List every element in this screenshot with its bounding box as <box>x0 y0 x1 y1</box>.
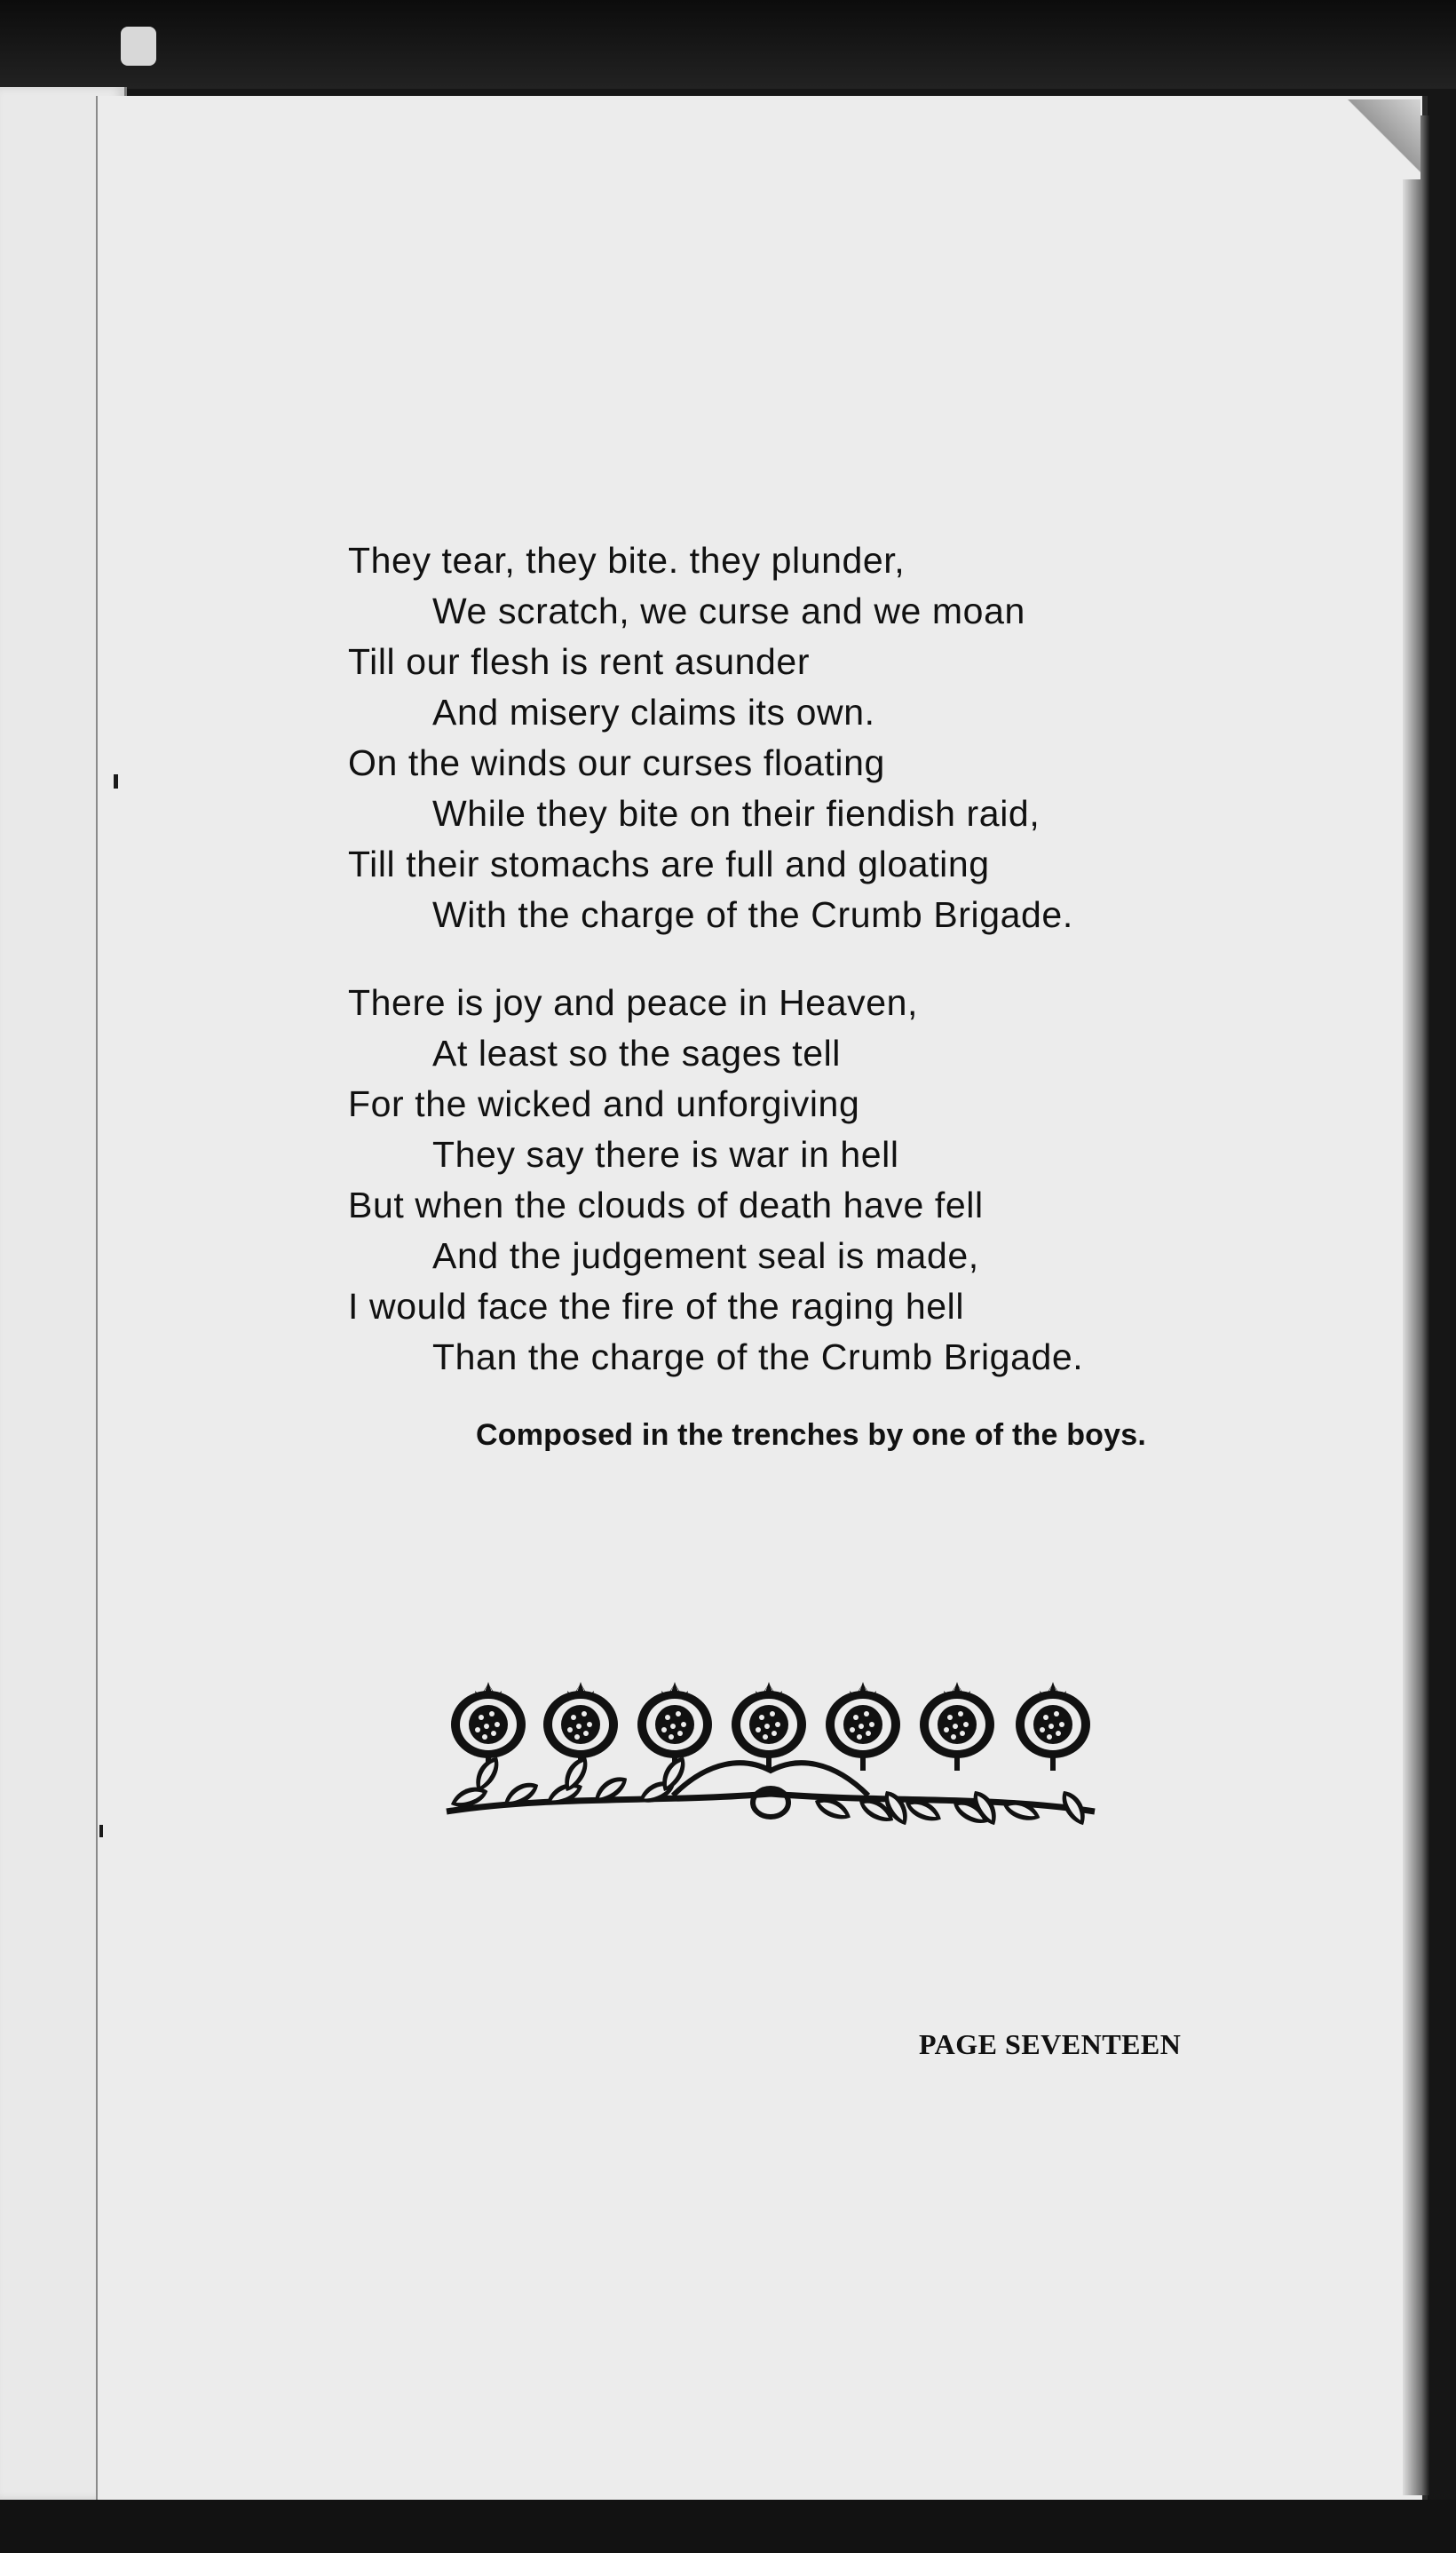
poem-line: And the judgement seal is made, <box>432 1235 979 1276</box>
poem-stanza-1 <box>348 535 1236 940</box>
poem-line: For the wicked and unforgiving <box>348 1083 860 1124</box>
poem-stanza-2 <box>348 978 1236 1383</box>
poem-line: They tear, they bite. they plunder, <box>348 540 906 581</box>
scan-speck <box>121 27 156 66</box>
scan-bottom-border <box>0 2500 1456 2553</box>
poem <box>348 535 1236 1383</box>
page-right-shadow <box>1403 115 1429 2495</box>
poem-attribution: Composed in the trenches by one of the boys. <box>476 1418 1147 1452</box>
poem-line: At least so the sages tell <box>432 1033 842 1074</box>
poem-line: While they bite on their fiendish raid, <box>432 793 1041 834</box>
page-corner-curl <box>1341 99 1420 179</box>
poem-line: There is joy and peace in Heaven, <box>348 982 919 1023</box>
poem-line: But when the clouds of death have fell <box>348 1185 984 1225</box>
poem-line: I would face the fire of the raging hell <box>348 1286 965 1327</box>
poem-line: Than the charge of the Crumb Brigade. <box>432 1336 1084 1377</box>
scan-speck <box>114 774 118 789</box>
page-number: PAGE SEVENTEEN <box>919 2028 1182 2060</box>
poem-line: With the charge of the Crumb Brigade. <box>432 894 1073 935</box>
scan-speck <box>99 1825 103 1837</box>
poem-line: They say there is war in hell <box>432 1134 899 1175</box>
poem-line: Till our flesh is rent asunder <box>348 641 811 682</box>
poem-line: And misery claims its own. <box>432 692 875 733</box>
scan-top-border <box>0 0 1456 89</box>
pomegranate-vine-ornament-icon <box>442 1671 1099 1827</box>
poem-line: We scratch, we curse and we moan <box>432 591 1025 631</box>
poem-line: On the winds our curses floating <box>348 742 885 783</box>
poem-line: Till their stomachs are full and gloating <box>348 844 990 884</box>
